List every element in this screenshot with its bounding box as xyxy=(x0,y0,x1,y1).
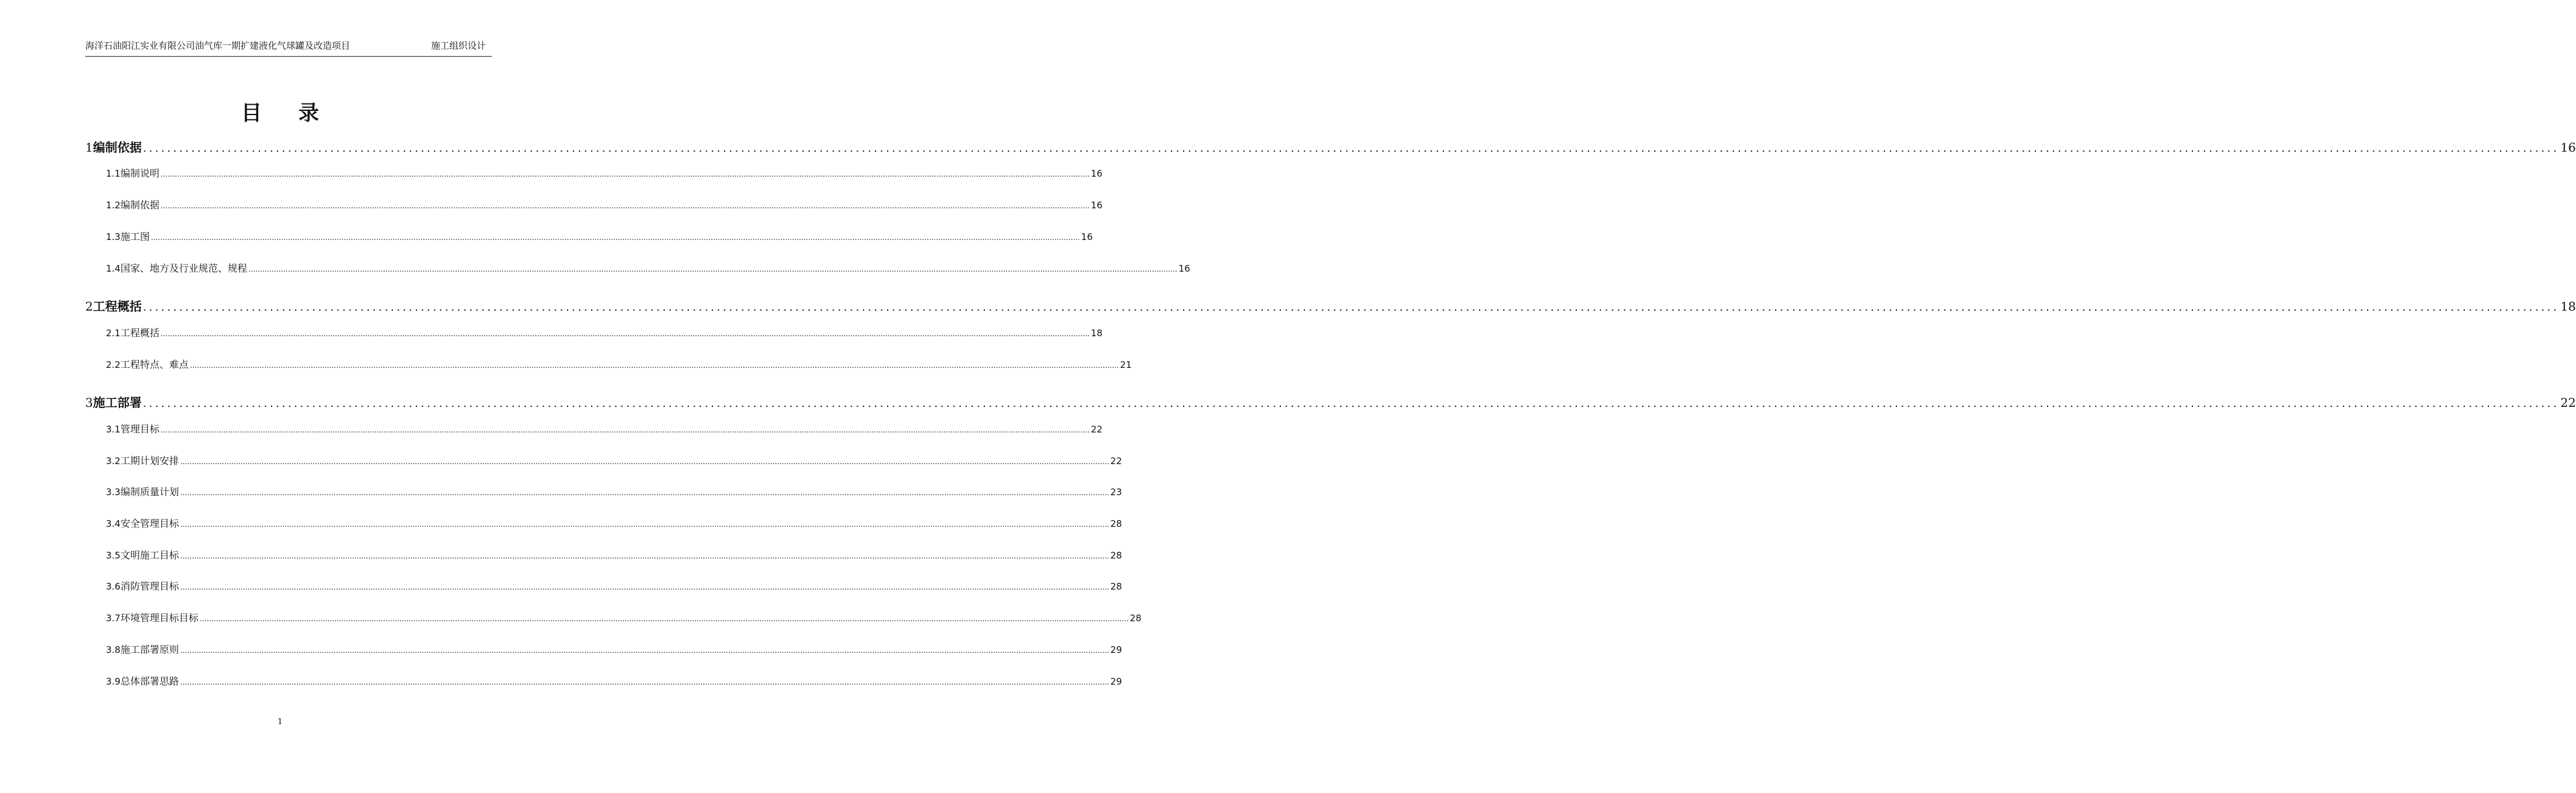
toc-leader-dots: ................................................................................................................................................................................................................................................................................................................................................................................................................ xyxy=(160,330,1090,338)
toc-entry-title: 施工图 xyxy=(120,231,150,242)
toc-entry-page: 16 xyxy=(1081,231,1093,242)
toc-entry-page: 29 xyxy=(1110,644,1122,655)
toc-entry-title: 消防管理目标 xyxy=(120,580,179,592)
toc-entry-number: 3.3 xyxy=(106,487,121,498)
toc-entry-title: 安全管理目标 xyxy=(120,518,179,529)
toc-entry[interactable] xyxy=(106,261,1190,275)
toc-entry[interactable] xyxy=(106,197,1103,211)
toc-entry-number: 1.3 xyxy=(106,231,121,242)
toc-entry[interactable] xyxy=(106,421,1103,435)
toc-entry-page: 18 xyxy=(1090,328,1103,339)
toc-entry-page: 18 xyxy=(2560,299,2576,314)
toc-entry-number: 1.4 xyxy=(106,263,121,274)
toc-entry-page: 29 xyxy=(1110,676,1122,687)
toc-entry-page: 23 xyxy=(1110,487,1122,498)
toc-entry-title: 工期计划安排 xyxy=(120,455,179,467)
toc-entry-number: 3.5 xyxy=(106,550,121,561)
toc-leader-dots: ................................................................................................................................................................................................................................................................................................................................................................................................................ xyxy=(199,615,1129,623)
toc-leader-dots: ................................................................................................................................................................................................................................................................................................................................................................................................................ xyxy=(180,520,1109,529)
toc-leader-dots: ................................................................................................................................................................................................................................................................................................................................................................................................................ xyxy=(142,142,2560,155)
toc-entry-number: 3.2 xyxy=(106,456,121,467)
toc-entry[interactable] xyxy=(85,138,2576,155)
toc-entry-title: 编制质量计划 xyxy=(120,486,179,498)
toc-leader-dots: ................................................................................................................................................................................................................................................................................................................................................................................................................ xyxy=(160,170,1090,178)
toc-entry-number: 3.1 xyxy=(106,424,121,435)
toc-entry-title: 工程概括 xyxy=(120,327,160,339)
toc-entry[interactable] xyxy=(106,610,1142,624)
toc-entry[interactable] xyxy=(106,484,1122,498)
toc-entry[interactable] xyxy=(106,357,1132,371)
toc-leader-dots: ................................................................................................................................................................................................................................................................................................................................................................................................................ xyxy=(150,233,1080,242)
page-header xyxy=(85,39,492,57)
toc-entry-number: 2.2 xyxy=(106,359,121,370)
toc-entry-page: 22 xyxy=(2560,395,2576,410)
toc-entry-number: 3.7 xyxy=(106,613,121,624)
toc-entry-title: 施工部署 xyxy=(93,395,142,410)
toc-entry[interactable] xyxy=(106,516,1122,530)
toc-entry-page: 28 xyxy=(1110,518,1122,529)
toc-leader-dots: ................................................................................................................................................................................................................................................................................................................................................................................................................ xyxy=(160,426,1090,434)
toc-leader-dots: ................................................................................................................................................................................................................................................................................................................................................................................................................ xyxy=(180,678,1109,686)
toc-leader-dots: ................................................................................................................................................................................................................................................................................................................................................................................................................ xyxy=(142,301,2560,314)
page-number: 1 xyxy=(277,717,283,727)
toc-entry-page: 28 xyxy=(1110,550,1122,561)
toc-entry-number: 3.6 xyxy=(106,581,121,592)
toc-leader-dots: ................................................................................................................................................................................................................................................................................................................................................................................................................ xyxy=(180,552,1109,560)
toc-entry-number: 3.8 xyxy=(106,644,121,655)
toc-entry-number: 1 xyxy=(85,140,93,155)
toc-entry-title: 工程概括 xyxy=(93,299,142,314)
toc-entry-title: 施工部署原则 xyxy=(120,644,179,655)
toc-entry-number: 2.1 xyxy=(106,328,121,339)
toc-leader-dots: ................................................................................................................................................................................................................................................................................................................................................................................................................ xyxy=(180,646,1109,655)
toc-entry[interactable] xyxy=(85,393,2576,411)
toc-entry[interactable] xyxy=(106,674,1122,688)
toc-entry-page: 16 xyxy=(1178,263,1190,274)
toc-entry[interactable] xyxy=(106,642,1122,656)
toc-entry-title: 编制依据 xyxy=(120,199,160,211)
toc-entry-title: 工程特点、难点 xyxy=(120,359,189,370)
toc-leader-dots: ................................................................................................................................................................................................................................................................................................................................................................................................................ xyxy=(180,457,1109,466)
toc-entry-page: 22 xyxy=(1110,456,1122,467)
toc-entry[interactable] xyxy=(85,297,2576,314)
toc-entry-title: 文明施工目标 xyxy=(120,549,179,561)
toc-entry-page: 16 xyxy=(1090,200,1103,211)
toc-entry-title: 编制依据 xyxy=(93,140,142,155)
header-project-name: 海洋石油阳江实业有限公司油气库一期扩建液化气球罐及改造项目 xyxy=(85,40,351,51)
toc-entry-page: 21 xyxy=(1120,359,1132,370)
toc-entry-page: 16 xyxy=(2560,140,2576,155)
toc-entry[interactable] xyxy=(106,579,1122,593)
toc-entry-number: 1.2 xyxy=(106,200,121,211)
toc-leader-dots: ................................................................................................................................................................................................................................................................................................................................................................................................................ xyxy=(142,397,2560,410)
toc-entry[interactable] xyxy=(106,548,1122,562)
toc-entry-number: 3 xyxy=(85,395,93,410)
toc-entry-page: 22 xyxy=(1090,424,1103,435)
toc-leader-dots: ................................................................................................................................................................................................................................................................................................................................................................................................................ xyxy=(180,488,1109,497)
toc-leader-dots: ................................................................................................................................................................................................................................................................................................................................................................................................................ xyxy=(189,361,1119,370)
toc-entry-title: 总体部署思路 xyxy=(120,675,179,687)
header-doc-type: 施工组织设计 xyxy=(430,40,486,51)
toc-entry[interactable] xyxy=(106,453,1122,467)
toc-entry-number: 3.9 xyxy=(106,676,121,687)
toc-entry-number: 3.4 xyxy=(106,518,121,529)
toc-entry[interactable] xyxy=(106,229,1093,243)
toc-leader-dots: ................................................................................................................................................................................................................................................................................................................................................................................................................ xyxy=(180,583,1109,591)
toc-entry-number: 2 xyxy=(85,299,93,314)
toc-entry[interactable] xyxy=(106,325,1103,339)
page-title: 目录 xyxy=(241,101,356,125)
toc-entry-title: 管理目标 xyxy=(120,423,160,435)
toc-leader-dots: ................................................................................................................................................................................................................................................................................................................................................................................................................ xyxy=(248,265,1177,273)
toc-entry-page: 16 xyxy=(1090,168,1103,179)
toc-entry-page: 28 xyxy=(1129,613,1142,624)
toc-leader-dots: ................................................................................................................................................................................................................................................................................................................................................................................................................ xyxy=(160,202,1090,210)
toc-entry-title: 编制说明 xyxy=(120,167,160,179)
toc-entry-title: 环境管理目标目标 xyxy=(120,612,198,624)
toc-entry[interactable] xyxy=(106,166,1103,180)
toc-entry-number: 1.1 xyxy=(106,168,121,179)
toc-entry-page: 28 xyxy=(1110,581,1122,592)
toc-entry-title: 国家、地方及行业规范、规程 xyxy=(120,263,247,274)
